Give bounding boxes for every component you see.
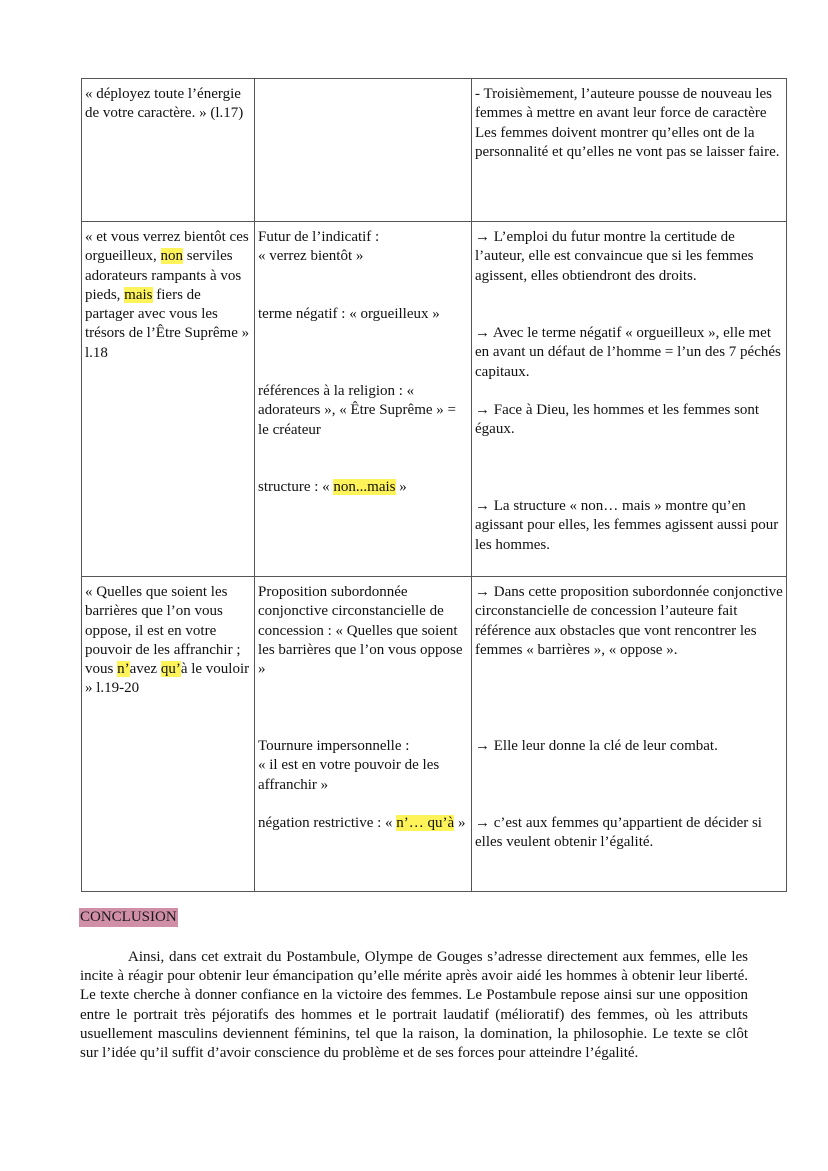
interpretation-text: → Dans cette proposition subordonnée conjonctive circonstancielle de concession l’auteure fait référence aux obstacles que vont rencontrer les femmes « barrières », « oppose ». bbox=[475, 584, 783, 658]
interpretation-cell bbox=[472, 79, 787, 222]
highlighted-word: qu’ bbox=[160, 661, 181, 678]
highlighted-word: n’… qu’à bbox=[396, 815, 455, 831]
interpretation-cell bbox=[472, 222, 787, 577]
quote-text bbox=[85, 229, 249, 361]
quote-segment: à le vouloir » l.19-20 bbox=[85, 661, 250, 697]
label-segment: » bbox=[395, 479, 407, 495]
procede-label: terme négatif : « orgueilleux » bbox=[258, 306, 440, 322]
analysis-table bbox=[81, 78, 787, 892]
procede-cell bbox=[255, 79, 472, 222]
interpretation-text: → Avec le terme négatif « orgueilleux », elle met en avant un défaut de l’homme = l’un des 7 péchés capitaux. bbox=[475, 325, 781, 380]
highlighted-word: n’ bbox=[117, 661, 130, 678]
interpretation-text: → La structure « non… mais » montre qu’en agissant pour elles, les femmes agissent aussi pour les hommes. bbox=[475, 498, 779, 553]
table-row bbox=[82, 577, 787, 892]
procede-label: Proposition subordonnée conjonctive circonstancielle de concession : « Quelles que soient les barrières que l’on vous oppose » bbox=[258, 584, 463, 678]
procede-label bbox=[258, 478, 468, 497]
quote-segment: fiers de partager avec vous les trésors de l’Être Suprême » l.18 bbox=[85, 286, 250, 361]
interpretation-text: → Elle leur donne la clé de leur combat. bbox=[475, 738, 718, 754]
table-row bbox=[82, 79, 787, 222]
conclusion-paragraph: Ainsi, dans cet extrait du Postambule, Olympe de Gouges s’adresse directement aux femmes, elle les incite à réagir pour obtenir leur émancipation qu’elle mérite après avoir aidé les hommes à obtenir leur liberté. Le texte cherche à donner confiance en la victoire des femmes. Le Postambule repose ainsi sur une opposition entre le portrait très péjoratifs des hommes et le portrait laudatif (mélioratif) des femmes, où les attributs usuellement masculins deviennent féminins, tel que la raison, la domination, la philosophie. Le texte se clôt sur l’idée qu’il suffit d’avoir conscience du problème et de ses forces pour atteindre l’égalité. bbox=[80, 949, 748, 1062]
quote-segment: serviles adorateurs rampants à vos pieds, bbox=[85, 248, 242, 303]
quote-cell bbox=[82, 79, 255, 222]
interpretation-text: - Troisièmement, l’auteure pousse de nouveau les femmes à mettre en avant leur force de caractère Les femmes doivent montrer qu’elles ont de la personnalité et qu’elles ne vont pas se laisser faire. bbox=[475, 86, 780, 160]
conclusion-heading: CONCLUSION bbox=[80, 909, 177, 925]
quote-segment: « Quelles que soient les barrières que l’on vous oppose, il est en votre pouvoir de les affranchir ; vous bbox=[85, 584, 241, 678]
quote-segment: avez bbox=[129, 661, 161, 678]
quote-cell bbox=[82, 222, 255, 577]
quote-cell bbox=[82, 577, 255, 892]
procede-label: Futur de l’indicatif : « verrez bientôt » bbox=[258, 229, 380, 265]
interpretation-text: → c’est aux femmes qu’appartient de décider si elles veulent obtenir l’égalité. bbox=[475, 815, 762, 851]
highlighted-word: mais bbox=[124, 286, 153, 303]
quote-segment: « et vous verrez bientôt ces orgueilleux, bbox=[85, 229, 249, 265]
procede-label: Tournure impersonnelle : « il est en votre pouvoir de les affranchir » bbox=[258, 738, 440, 793]
quote-text bbox=[85, 584, 249, 696]
label-segment: négation restrictive : « bbox=[258, 815, 397, 831]
highlighted-word: non bbox=[160, 248, 184, 265]
procede-cell bbox=[255, 577, 472, 892]
interpretation-text: → L’emploi du futur montre la certitude de l’auteur, elle est convaincue que si les femmes agissent, elles obtiendront des droits. bbox=[475, 229, 754, 284]
interpretation-text: → Face à Dieu, les hommes et les femmes sont égaux. bbox=[475, 402, 760, 438]
highlighted-word: non...mais bbox=[333, 479, 396, 495]
interpretation-cell bbox=[472, 577, 787, 892]
procede-cell bbox=[255, 222, 472, 577]
label-segment: » bbox=[454, 815, 466, 831]
table-row bbox=[82, 222, 787, 577]
procede-label bbox=[258, 814, 468, 833]
quote-text: « déployez toute l’énergie de votre caractère. » (l.17) bbox=[85, 86, 244, 122]
procede-label: références à la religion : « adorateurs », « Être Suprême » = le créateur bbox=[258, 383, 456, 438]
label-segment: structure : « bbox=[258, 479, 334, 495]
